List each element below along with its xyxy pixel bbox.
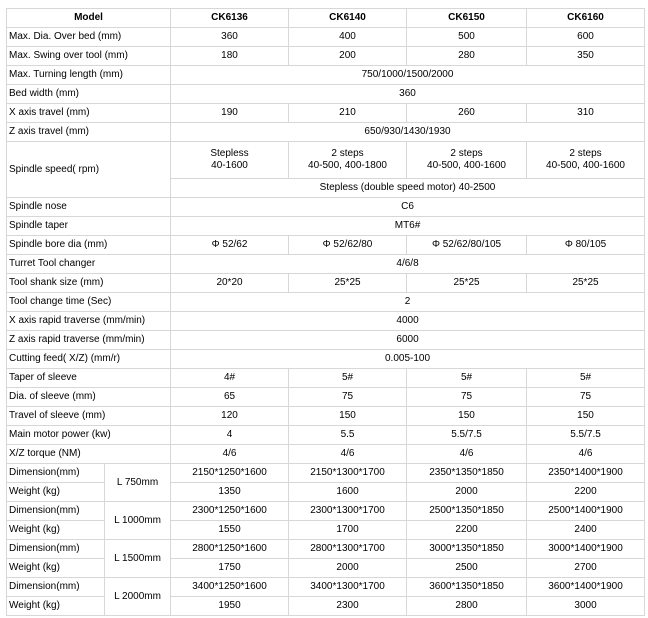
cell-value: MT6#: [171, 217, 645, 236]
cell-value: 1600: [289, 483, 407, 502]
row-dimension-l1500: [7, 540, 645, 559]
cell-value: 2150*1250*1600: [171, 464, 289, 483]
row-label: Weight (kg): [7, 559, 105, 578]
cell-value: 2350*1400*1900: [527, 464, 645, 483]
cell-value: 25*25: [527, 274, 645, 293]
cell-value: 3600*1400*1900: [527, 578, 645, 597]
cell-value: 20*20: [171, 274, 289, 293]
length-label: L 1000mm: [105, 502, 171, 540]
cell-value: Φ 52/62/80: [289, 236, 407, 255]
cell-value: 4: [171, 426, 289, 445]
row-label: Spindle speed( rpm): [7, 142, 171, 198]
row-label: Travel of sleeve (mm): [7, 407, 171, 426]
cell-value: 6000: [171, 331, 645, 350]
cell-value: 25*25: [407, 274, 527, 293]
cell-value: [171, 142, 289, 179]
cell-value: 150: [407, 407, 527, 426]
cell-value: 4/6: [289, 445, 407, 464]
cell-value: [527, 142, 645, 179]
cell-value: 5.5/7.5: [527, 426, 645, 445]
cell-value: 350: [527, 47, 645, 66]
cell-value: 210: [289, 104, 407, 123]
row-label: Spindle nose: [7, 198, 171, 217]
cell-value: Stepless (double speed motor) 40-2500: [171, 179, 645, 198]
row-label: Dia. of sleeve (mm): [7, 388, 171, 407]
cell-value: 360: [171, 85, 645, 104]
row-label: X/Z torque (NM): [7, 445, 171, 464]
row-dimension-l2000: [7, 578, 645, 597]
row-label: Spindle bore dia (mm): [7, 236, 171, 255]
cell-value: 1350: [171, 483, 289, 502]
cell-value: 2500*1350*1850: [407, 502, 527, 521]
cell-value: 2800: [407, 597, 527, 616]
cell-value: 120: [171, 407, 289, 426]
row-z-axis-travel: [7, 123, 645, 142]
row-turret: [7, 255, 645, 274]
cell-value: 2200: [407, 521, 527, 540]
speed-range: 40-500, 400-1800: [308, 160, 387, 171]
cell-value: 180: [171, 47, 289, 66]
row-label: Turret Tool changer: [7, 255, 171, 274]
cell-value: 4000: [171, 312, 645, 331]
cell-value: 3400*1250*1600: [171, 578, 289, 597]
row-tool-change-time: [7, 293, 645, 312]
cell-value: 65: [171, 388, 289, 407]
cell-value: 2300*1300*1700: [289, 502, 407, 521]
model-ck6140: CK6140: [289, 9, 407, 28]
row-weight-l1500: [7, 559, 645, 578]
cell-value: 2800*1250*1600: [171, 540, 289, 559]
row-x-axis-travel: [7, 104, 645, 123]
speed-type: 2 steps: [569, 148, 602, 159]
cell-value: [289, 142, 407, 179]
row-label: X axis travel (mm): [7, 104, 171, 123]
cell-value: 750/1000/1500/2000: [171, 66, 645, 85]
row-spindle-nose: [7, 198, 645, 217]
cell-value: 2: [171, 293, 645, 312]
row-weight-l1000: [7, 521, 645, 540]
cell-value: 5.5: [289, 426, 407, 445]
cell-value: 2300: [289, 597, 407, 616]
row-label: Bed width (mm): [7, 85, 171, 104]
cell-value: 600: [527, 28, 645, 47]
row-label: Spindle taper: [7, 217, 171, 236]
row-main-motor: [7, 426, 645, 445]
spec-table-body: [7, 9, 645, 616]
cell-value: 280: [407, 47, 527, 66]
row-max-dia-bed: [7, 28, 645, 47]
cell-value: 2500: [407, 559, 527, 578]
row-max-swing-tool: [7, 47, 645, 66]
cell-value: 4/6: [171, 445, 289, 464]
row-label: Tool change time (Sec): [7, 293, 171, 312]
row-taper-sleeve: [7, 369, 645, 388]
speed-type: Stepless: [210, 148, 249, 159]
row-label: X axis rapid traverse (mm/min): [7, 312, 171, 331]
cell-value: 190: [171, 104, 289, 123]
cell-value: Φ 80/105: [527, 236, 645, 255]
cell-value: 1750: [171, 559, 289, 578]
row-label: Dimension(mm): [7, 578, 105, 597]
cell-value: 1550: [171, 521, 289, 540]
cell-value: 3400*1300*1700: [289, 578, 407, 597]
cell-value: 310: [527, 104, 645, 123]
model-ck6136: CK6136: [171, 9, 289, 28]
row-label: Cutting feed( X/Z) (mm/r): [7, 350, 171, 369]
cell-value: 650/930/1430/1930: [171, 123, 645, 142]
row-label: Tool shank size (mm): [7, 274, 171, 293]
cell-value: 2700: [527, 559, 645, 578]
speed-type: 2 steps: [450, 148, 483, 159]
cell-value: 5#: [289, 369, 407, 388]
length-label: L 2000mm: [105, 578, 171, 616]
row-xz-torque: [7, 445, 645, 464]
cell-value: 2400: [527, 521, 645, 540]
cell-value: 5.5/7.5: [407, 426, 527, 445]
cell-value: 400: [289, 28, 407, 47]
model-ck6150: CK6150: [407, 9, 527, 28]
cell-value: 3000: [527, 597, 645, 616]
speed-type: 2 steps: [331, 148, 364, 159]
cell-value: 2500*1400*1900: [527, 502, 645, 521]
cell-value: Φ 52/62: [171, 236, 289, 255]
cell-value: 2150*1300*1700: [289, 464, 407, 483]
row-label: Dimension(mm): [7, 502, 105, 521]
cell-value: 500: [407, 28, 527, 47]
row-x-rapid: [7, 312, 645, 331]
row-label: Max. Turning length (mm): [7, 66, 171, 85]
row-label: Z axis travel (mm): [7, 123, 171, 142]
cell-value: 75: [407, 388, 527, 407]
cell-value: 150: [289, 407, 407, 426]
row-label: Taper of sleeve: [7, 369, 171, 388]
row-label: Weight (kg): [7, 597, 105, 616]
row-label: Weight (kg): [7, 521, 105, 540]
model-ck6160: CK6160: [527, 9, 645, 28]
cell-value: 75: [527, 388, 645, 407]
row-bed-width: [7, 85, 645, 104]
cell-value: 360: [171, 28, 289, 47]
row-label: Max. Dia. Over bed (mm): [7, 28, 171, 47]
cell-value: 3600*1350*1850: [407, 578, 527, 597]
row-label: Z axis rapid traverse (mm/min): [7, 331, 171, 350]
row-label: Weight (kg): [7, 483, 105, 502]
row-spindle-taper: [7, 217, 645, 236]
spec-table: [6, 8, 645, 616]
speed-range: 40-1600: [211, 160, 248, 171]
length-label: L 1500mm: [105, 540, 171, 578]
cell-value: 1700: [289, 521, 407, 540]
row-tool-shank: [7, 274, 645, 293]
length-label: L 750mm: [105, 464, 171, 502]
row-travel-sleeve: [7, 407, 645, 426]
cell-value: 0.005-100: [171, 350, 645, 369]
row-label: Max. Swing over tool (mm): [7, 47, 171, 66]
cell-value: 200: [289, 47, 407, 66]
row-cutting-feed: [7, 350, 645, 369]
cell-value: 2300*1250*1600: [171, 502, 289, 521]
row-label: Dimension(mm): [7, 464, 105, 483]
row-dimension-l750: [7, 464, 645, 483]
row-max-turning-length: [7, 66, 645, 85]
speed-range: 40-500, 400-1600: [427, 160, 506, 171]
cell-value: 1950: [171, 597, 289, 616]
cell-value: 4/6/8: [171, 255, 645, 274]
cell-value: 150: [527, 407, 645, 426]
cell-value: 5#: [527, 369, 645, 388]
cell-value: 2350*1350*1850: [407, 464, 527, 483]
row-dimension-l1000: [7, 502, 645, 521]
row-dia-sleeve: [7, 388, 645, 407]
cell-value: 2800*1300*1700: [289, 540, 407, 559]
model-header: Model: [7, 9, 171, 28]
cell-value: C6: [171, 198, 645, 217]
cell-value: 75: [289, 388, 407, 407]
cell-value: 4#: [171, 369, 289, 388]
cell-value: 2000: [289, 559, 407, 578]
row-label: Main motor power (kw): [7, 426, 171, 445]
speed-range: 40-500, 400-1600: [546, 160, 625, 171]
cell-value: 3000*1400*1900: [527, 540, 645, 559]
cell-value: 3000*1350*1850: [407, 540, 527, 559]
row-spindle-speed: [7, 142, 645, 179]
row-z-rapid: [7, 331, 645, 350]
header-row: [7, 9, 645, 28]
row-weight-l750: [7, 483, 645, 502]
cell-value: 260: [407, 104, 527, 123]
row-label: Dimension(mm): [7, 540, 105, 559]
cell-value: 5#: [407, 369, 527, 388]
cell-value: [407, 142, 527, 179]
cell-value: Φ 52/62/80/105: [407, 236, 527, 255]
row-spindle-bore: [7, 236, 645, 255]
row-weight-l2000: [7, 597, 645, 616]
cell-value: 4/6: [407, 445, 527, 464]
cell-value: 4/6: [527, 445, 645, 464]
cell-value: 25*25: [289, 274, 407, 293]
cell-value: 2000: [407, 483, 527, 502]
cell-value: 2200: [527, 483, 645, 502]
